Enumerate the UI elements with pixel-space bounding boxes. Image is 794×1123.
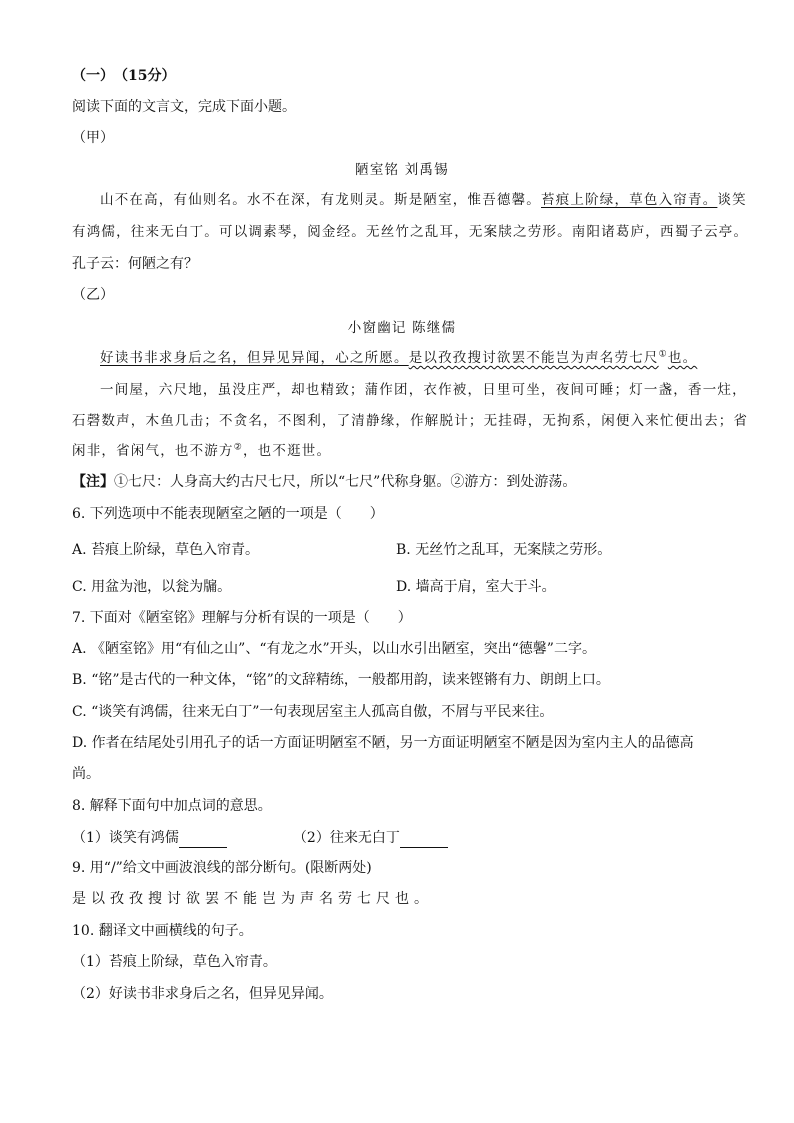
answer-blank-2[interactable]	[400, 833, 448, 848]
passage-yi-text: 闲非，省闲气，也不游方	[72, 443, 234, 459]
passage-yi-label: （乙）	[72, 287, 114, 303]
question-7-option-d: D. 作者在结尾处引用孔子的话一方面证明陋室不陋，另一方面证明陋室不陋是因为室内主人的品德高	[72, 735, 694, 751]
passage-jia-text: 山不在高，有仙则名。水不在深，有龙则灵。斯是陋室，惟吾德馨。	[100, 192, 541, 208]
question-6-options-row-1	[72, 540, 732, 560]
instruction-text: 阅读下面的文言文，完成下面小题。	[72, 99, 296, 115]
passage-yi-line-2: 一间屋，六尺地，虽没庄严，却也精致；蒲作团，衣作被，日里可坐，夜间可睡；灯一盏，香一炷，	[100, 382, 747, 398]
underlined-sentence-2: 好读书非求身后之名，但异见异闻，心之所愿。	[100, 350, 409, 366]
footnote-marker-2: ②	[233, 442, 243, 453]
annotation-note	[72, 472, 732, 492]
passage-yi-line-3: 石磬数声，木鱼几击；不贪名，不图利，了清静缘，作解脱计；无挂碍，无拘系，闲便入来忙便出去；省	[72, 413, 749, 429]
note-text: ①七尺：人身高大约古尺七尺，所以“七尺”代称身躯。②游方：到处游荡。	[114, 474, 577, 490]
question-8-item-2: （2）往来无白丁	[292, 830, 400, 846]
question-6-option-c: C. 用盆为池，以瓮为牖。	[72, 579, 232, 595]
passage-jia-line-3: 孔子云：何陋之有？	[72, 256, 198, 272]
wavy-underlined-end: 也。	[667, 350, 698, 366]
section-header: （一） （15分）	[72, 68, 176, 84]
question-7-option-a: A. 《陋室铭》用“有仙之山”、“有龙之水”开头，以山水引出陋室，突出“德馨”二字。	[72, 641, 596, 657]
question-6-option-d: D. 墙高于肩，室大于斗。	[396, 579, 556, 595]
underlined-sentence-1: 苔痕上阶绿，草色入帘青。	[541, 192, 718, 208]
footnote-marker-1: ①	[658, 349, 668, 360]
passage-yi-line-1	[72, 348, 732, 368]
question-6-option-a: A. 苔痕上阶绿，草色入帘青。	[72, 542, 260, 558]
question-9-stem: 9. 用“/”给文中画波浪线的部分断句。(限断两处)	[72, 860, 372, 876]
passage-jia-title: 陋室铭 刘禹锡	[355, 162, 449, 178]
question-6-option-b: B. 无丝竹之乱耳，无案牍之劳形。	[396, 542, 612, 558]
answer-blank-1[interactable]	[179, 833, 227, 848]
question-8-stem: 8. 解释下面句中加点词的意思。	[72, 798, 272, 814]
passage-jia-line-2: 有鸿儒，往来无白丁。可以调素琴，阅金经。无丝竹之乱耳，无案牍之劳形。南阳诸葛庐，西蜀子云亭。	[72, 224, 749, 240]
passage-yi-text: ，也不逛世。	[242, 443, 332, 459]
question-8-item-1: （1）谈笑有鸿儒	[72, 830, 179, 846]
note-tag: 【注】	[72, 474, 114, 490]
wavy-underlined-sentence: 是以孜孜搜讨欲罢不能岂为声名劳七尺	[408, 350, 659, 366]
question-10-stem: 10. 翻译文中画横线的句子。	[72, 923, 253, 939]
passage-jia-label: （甲）	[72, 130, 114, 146]
passage-jia-text: 谈笑	[717, 192, 747, 208]
question-6-options-row-2	[72, 577, 732, 597]
question-10-item-2: （2）好读书非求身后之名，但异见异闻。	[72, 986, 333, 1002]
question-6-stem: 6. 下列选项中不能表现陋室之陋的一项是（ ）	[72, 506, 384, 522]
passage-jia-line-1	[72, 190, 747, 210]
question-10-item-1: （1）苔痕上阶绿，草色入帘青。	[72, 954, 277, 970]
question-7-stem: 7. 下面对《陋室铭》理解与分析有误的一项是（ ）	[72, 610, 412, 626]
question-7-option-c: C. “谈笑有鸿儒，往来无白丁”一句表现居室主人孤高自傲，不屑与平民来往。	[72, 704, 554, 720]
passage-yi-line-4	[72, 441, 732, 461]
question-8-items	[72, 828, 732, 848]
passage-yi-title: 小窗幽记 陈继儒	[347, 320, 457, 336]
question-7-option-b: B. “铭”是古代的一种文体，“铭”的文辞精练，一般都用韵，读来铿锵有力、朗朗上口。	[72, 672, 610, 688]
question-7-option-d-cont: 尚。	[72, 766, 100, 782]
question-9-sentence: 是以孜孜搜讨欲罢不能岂为声名劳七尺也。	[72, 891, 433, 907]
